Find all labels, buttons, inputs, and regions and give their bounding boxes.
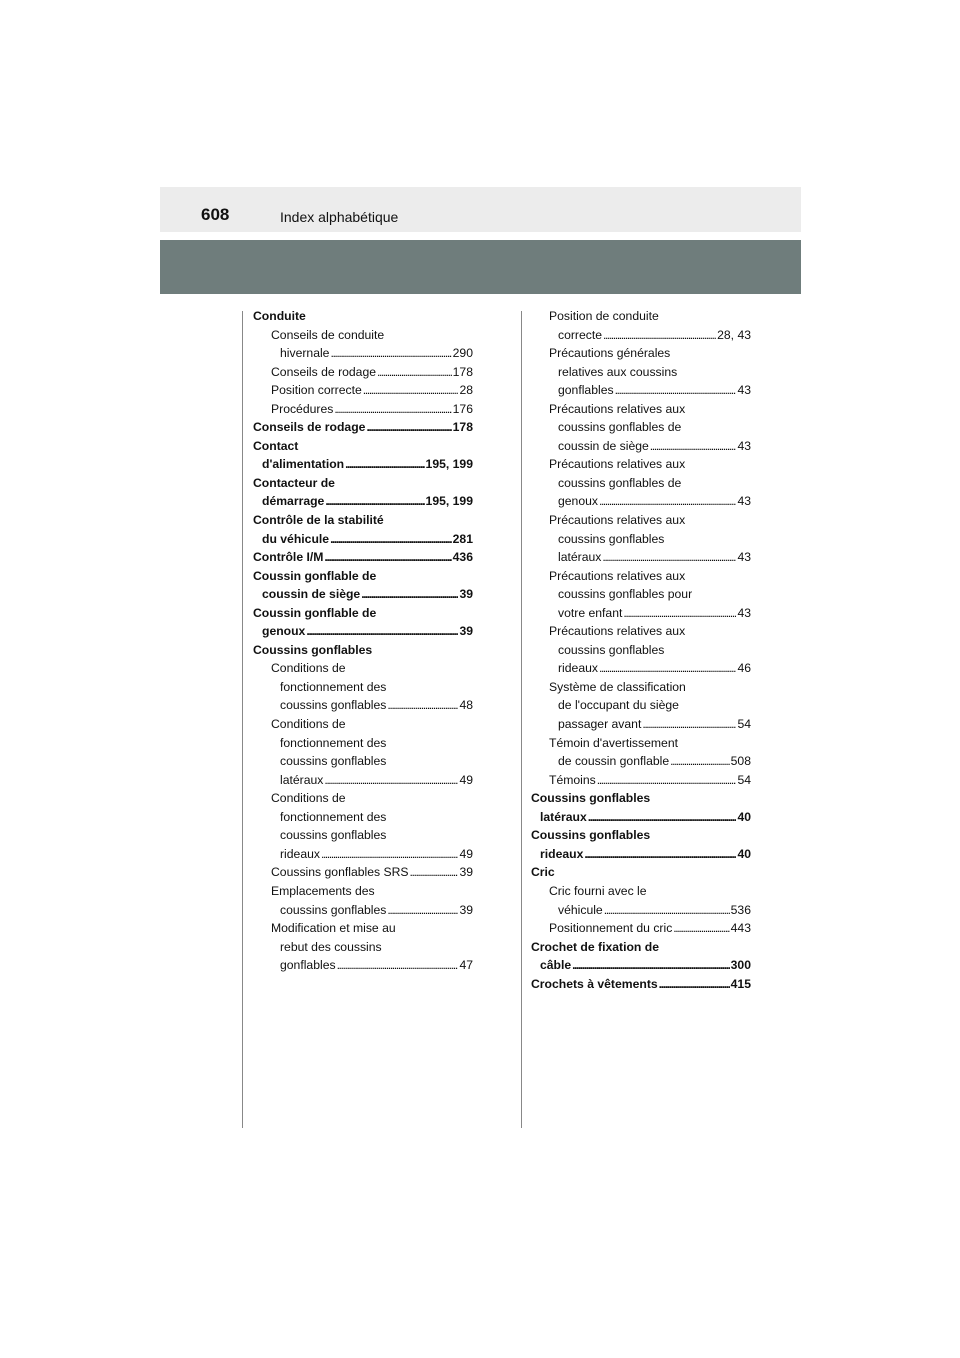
index-entry: [531, 567, 751, 586]
index-entry-page: 39: [459, 587, 473, 602]
index-entry-text: Conseils de rodage: [271, 364, 377, 379]
index-entry: [531, 659, 751, 678]
index-entry-text: gonflables: [280, 958, 336, 973]
index-entry: [253, 863, 473, 882]
index-entry: [253, 715, 473, 734]
index-entry: [531, 845, 751, 864]
index-entry: [253, 492, 473, 511]
index-entry-page: 39: [459, 865, 473, 880]
index-entry-page: 195, 199: [425, 494, 473, 509]
index-entry-text: Système de classification: [549, 679, 686, 694]
index-entry: [531, 455, 751, 474]
dot-leader: [334, 400, 451, 419]
index-entry: [531, 956, 751, 975]
index-entry: [253, 919, 473, 938]
index-entry-page: 47: [459, 958, 473, 973]
index-entry-text: Cric fourni avec le: [549, 883, 647, 898]
index-entry-text: Coussins gonflables: [253, 642, 373, 657]
dot-leader: [410, 863, 459, 882]
index-entry-text: rideaux: [540, 846, 584, 861]
index-entry-page: 28, 43: [717, 327, 751, 342]
index-entry: [253, 622, 473, 641]
index-entry: [531, 734, 751, 753]
dot-leader: [330, 344, 451, 363]
index-entry: [531, 344, 751, 363]
index-entry-page: 281: [452, 531, 473, 546]
index-entry-text: passager avant: [558, 717, 642, 732]
dot-leader: [588, 808, 737, 827]
index-entry: [253, 641, 473, 660]
index-entry-text: fonctionnement des: [280, 809, 387, 824]
dot-leader: [321, 845, 458, 864]
index-entry: [253, 548, 473, 567]
index-entry: [531, 511, 751, 530]
index-entry: [253, 845, 473, 864]
index-entry: [253, 400, 473, 419]
dot-leader: [650, 437, 737, 456]
index-entry-text: latéraux: [280, 772, 324, 787]
index-entry: [253, 455, 473, 474]
index-entry-text: du véhicule: [262, 531, 330, 546]
index-entry-text: Coussins gonflables: [531, 828, 651, 843]
index-column-1: [253, 307, 473, 975]
index-entry: [531, 400, 751, 419]
index-column-2: [531, 307, 751, 993]
index-entry: [531, 882, 751, 901]
index-entry: [253, 437, 473, 456]
index-entry: [253, 567, 473, 586]
index-entry: [531, 548, 751, 567]
dot-leader: [670, 752, 730, 771]
index-entry: [531, 622, 751, 641]
index-entry-text: Procédures: [271, 401, 334, 416]
index-entry-page: 43: [737, 438, 751, 453]
index-entry-text: Précautions relatives aux: [549, 624, 686, 639]
index-entry-text: véhicule: [558, 902, 603, 917]
index-entry-page: 178: [452, 364, 473, 379]
dot-leader: [599, 492, 736, 511]
dot-leader: [306, 622, 458, 641]
header-band: [160, 240, 801, 294]
index-entry-text: Conseils de rodage: [253, 420, 366, 435]
dot-leader: [324, 548, 451, 567]
index-entry: [531, 585, 751, 604]
dot-leader: [387, 901, 458, 920]
index-entry-page: 300: [730, 958, 751, 973]
index-entry-text: coussins gonflables: [280, 754, 387, 769]
index-entry: [531, 901, 751, 920]
index-entry: [531, 418, 751, 437]
index-entry-text: Conditions de: [271, 661, 346, 676]
index-entry: [531, 604, 751, 623]
dot-leader: [659, 975, 730, 994]
index-entry-text: genoux: [558, 494, 598, 509]
index-entry-text: câble: [540, 958, 572, 973]
dot-leader: [572, 956, 729, 975]
index-entry-page: 176: [452, 401, 473, 416]
dot-leader: [324, 771, 458, 790]
index-entry: [253, 326, 473, 345]
index-entry: [531, 696, 751, 715]
index-entry-text: latéraux: [540, 809, 587, 824]
index-entry: [531, 826, 751, 845]
index-entry: [531, 975, 751, 994]
index-entry: [531, 641, 751, 660]
index-entry-page: 415: [730, 976, 751, 991]
index-entry-page: 178: [452, 420, 473, 435]
index-entry-text: coussins gonflables: [280, 902, 387, 917]
index-entry: [253, 511, 473, 530]
dot-leader: [673, 919, 729, 938]
dot-leader: [597, 771, 737, 790]
index-entry: [253, 363, 473, 382]
index-entry-page: 54: [737, 772, 751, 787]
index-entry-text: rebut des coussins: [280, 939, 382, 954]
index-entry-text: coussins gonflables pour: [558, 587, 693, 602]
index-entry: [531, 492, 751, 511]
index-entry: [531, 919, 751, 938]
index-entry-page: 40: [737, 809, 751, 824]
dot-leader: [337, 956, 459, 975]
index-entry-text: coussins gonflables: [558, 642, 665, 657]
index-entry-text: démarrage: [262, 494, 325, 509]
index-entry-text: de coussin gonflable: [558, 754, 670, 769]
dot-leader: [366, 418, 451, 437]
index-entry-page: 195, 199: [425, 457, 473, 472]
index-entry-text: Contrôle I/M: [253, 550, 324, 565]
dot-leader: [604, 901, 730, 920]
page-number: 608: [201, 205, 230, 224]
dot-leader: [603, 326, 716, 345]
index-entry: [253, 901, 473, 920]
index-entry-page: 40: [737, 846, 751, 861]
index-entry-page: 39: [459, 902, 473, 917]
index-entry-page: 28: [459, 383, 473, 398]
index-entry-text: Précautions relatives aux: [549, 457, 686, 472]
index-entry-text: Modification et mise au: [271, 921, 396, 936]
index-entry-text: fonctionnement des: [280, 679, 387, 694]
index-entry: [253, 734, 473, 753]
index-entry-text: Conditions de: [271, 717, 346, 732]
index-entry-page: 43: [737, 494, 751, 509]
index-entry-text: Coussins gonflables: [531, 791, 651, 806]
index-entry: [253, 344, 473, 363]
index-entry-text: votre enfant: [558, 605, 623, 620]
index-entry: [253, 956, 473, 975]
index-entry-text: Contacteur de: [253, 475, 335, 490]
index-entry: [253, 678, 473, 697]
index-entry-text: coussins gonflables de: [558, 420, 682, 435]
index-entry: [531, 381, 751, 400]
column-rule-left: [242, 311, 243, 1128]
index-entry: [531, 326, 751, 345]
index-entry-text: coussin de siège: [262, 587, 361, 602]
index-entry-text: latéraux: [558, 550, 602, 565]
index-entry: [531, 474, 751, 493]
index-entry: [253, 307, 473, 326]
dot-leader: [325, 492, 424, 511]
index-entry-page: 43: [737, 605, 751, 620]
index-entry: [253, 771, 473, 790]
index-entry-text: Précautions générales: [549, 346, 671, 361]
index-entry-text: Crochets à vêtements: [531, 976, 658, 991]
index-entry: [531, 771, 751, 790]
index-entry-text: Conduite: [253, 309, 306, 323]
index-entry-text: rideaux: [558, 661, 598, 676]
index-entry-text: hivernale: [280, 346, 330, 361]
dot-leader: [361, 585, 458, 604]
index-entry-text: Cric: [531, 865, 555, 880]
index-entry-text: Positionnement du cric: [549, 921, 673, 936]
index-entry-text: Crochet de fixation de: [531, 939, 659, 954]
index-entry-text: d'alimentation: [262, 457, 345, 472]
index-entry-text: Témoin d'avertissement: [549, 735, 678, 750]
column-rule-middle: [521, 311, 522, 1128]
page-title: Index alphabétique: [280, 209, 399, 225]
index-entry: [531, 307, 751, 326]
index-entry: [531, 437, 751, 456]
index-entry-page: 508: [730, 754, 751, 769]
index-entry-text: Précautions relatives aux: [549, 568, 686, 583]
index-entry-text: Position de conduite: [549, 309, 659, 323]
index-entry: [253, 530, 473, 549]
index-entry: [253, 585, 473, 604]
index-entry: [253, 381, 473, 400]
index-entry: [253, 808, 473, 827]
index-entry: [531, 863, 751, 882]
index-entry-text: Conseils de conduite: [271, 327, 385, 342]
index-entry: [253, 659, 473, 678]
index-entry-page: 46: [737, 661, 751, 676]
index-entry-text: fonctionnement des: [280, 735, 387, 750]
index-entry-text: coussins gonflables: [280, 698, 387, 713]
index-entry-text: de l'occupant du siège: [558, 698, 679, 713]
dot-leader: [363, 381, 459, 400]
index-entry-text: Position correcte: [271, 383, 362, 398]
index-entry-text: coussin de siège: [558, 438, 649, 453]
index-entry-page: 290: [452, 346, 473, 361]
index-entry-text: coussins gonflables: [280, 828, 387, 843]
index-entry-page: 43: [737, 383, 751, 398]
index-entry-page: 443: [730, 921, 751, 936]
dot-leader: [642, 715, 736, 734]
index-entry-page: 39: [459, 624, 473, 639]
index-entry: [253, 826, 473, 845]
index-entry: [531, 678, 751, 697]
index-entry-text: Conditions de: [271, 791, 346, 806]
index-entry-text: genoux: [262, 624, 306, 639]
index-entry: [253, 882, 473, 901]
index-entry-text: Contact: [253, 438, 299, 453]
index-entry: [531, 363, 751, 382]
index-entry: [253, 604, 473, 623]
index-entry: [531, 789, 751, 808]
dot-leader: [615, 381, 737, 400]
index-entry-text: Témoins: [549, 772, 596, 787]
index-entry-page: 54: [737, 717, 751, 732]
index-entry-text: Coussin gonflable de: [253, 568, 377, 583]
dot-leader: [602, 548, 736, 567]
index-entry-page: 49: [459, 846, 473, 861]
index-entry: [253, 938, 473, 957]
dot-leader: [599, 659, 736, 678]
index-entry-text: Contrôle de la stabilité: [253, 513, 384, 528]
index-entry: [253, 789, 473, 808]
index-entry: [531, 715, 751, 734]
page-header: [160, 187, 801, 232]
dot-leader: [584, 845, 736, 864]
index-entry-text: Coussins gonflables SRS: [271, 865, 409, 880]
dot-leader: [345, 455, 424, 474]
index-entry: [253, 696, 473, 715]
index-entry: [531, 530, 751, 549]
dot-leader: [330, 530, 452, 549]
index-entry-page: 536: [730, 902, 751, 917]
index-entry-text: correcte: [558, 327, 603, 342]
index-entry-text: gonflables: [558, 383, 614, 398]
index-entry-text: coussins gonflables de: [558, 475, 682, 490]
index-entry: [531, 808, 751, 827]
index-entry-text: coussins gonflables: [558, 531, 665, 546]
index-entry-page: 49: [459, 772, 473, 787]
index-entry-page: 48: [459, 698, 473, 713]
index-entry: [253, 752, 473, 771]
index-entry-text: Précautions relatives aux: [549, 401, 686, 416]
index-entry: [253, 418, 473, 437]
index-entry-page: 43: [737, 550, 751, 565]
index-entry-page: 436: [452, 550, 473, 565]
index-entry: [531, 938, 751, 957]
index-entry-text: Emplacements des: [271, 883, 375, 898]
index-entry-text: Précautions relatives aux: [549, 513, 686, 528]
dot-leader: [623, 604, 736, 623]
dot-leader: [377, 363, 452, 382]
index-entry: [253, 474, 473, 493]
dot-leader: [387, 696, 458, 715]
index-entry-text: rideaux: [280, 846, 320, 861]
index-entry: [531, 752, 751, 771]
index-entry-text: Coussin gonflable de: [253, 605, 377, 620]
index-entry-text: relatives aux coussins: [558, 364, 678, 379]
